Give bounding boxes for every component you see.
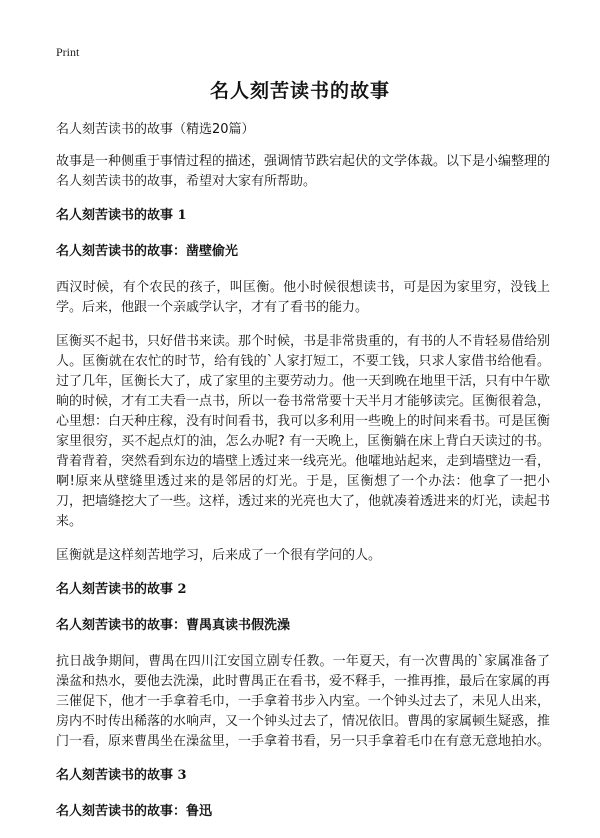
section-paragraph: 西汉时候，有个农民的孩子，叫匡衡。他小时候很想读书，可是因为家里穷，没钱上学。后来，他跟一个亲戚学认字，才有了看书的能力。 (56, 280, 550, 315)
section-subheading: 名人刻苦读书的故事：鲁迅 (56, 804, 213, 819)
section-subheading: 名人刻苦读书的故事：曹禺真读书假洗澡 (56, 618, 291, 633)
document-title: 名人刻苦读书的故事 (209, 80, 390, 102)
section-heading: 名人刻苦读书的故事 1 (56, 208, 187, 223)
section-heading: 名人刻苦读书的故事 3 (56, 768, 187, 783)
section-paragraph: 匡衡就是这样刻苦地学习，后来成了一个很有学问的人。 (56, 548, 382, 563)
section-paragraph: 匡衡买不起书，只好借书来读。那个时候，书是非常贵重的，有书的人不肯轻易借给别人。匡衡就在农忙的时节，给有钱的`人家打短工，不要工钱，只求人家借书给他看。 过了几年，匡衡长大了，成了家里的主要劳动力。他一天到晚在地里干活，只有中午歇晌的时候，才有工夫看一点书，所以一卷书常常要十天半月才能够读完。匡衡很着急，心里想：白天种庄稼，没有时间看书，我可以多利用一些晚上的时间来看书。可是匡衡家里很穷，买不起点灯的油，怎么办呢? 有一天晚上，匡衡躺在床上背白天读过的书。背着背着，突然看到东边的墙壁上透过来一线亮光。他嚯地站起来，走到墙壁边一看，啊!原来从壁缝里透过来的是邻居的灯光。于是，匡衡想了一个办法：他拿了一把小刀，把墙缝挖大了一些。这样，透过来的光亮也大了，他就凑着透进来的灯光，读起书来。 (56, 334, 551, 529)
print-label: Print (56, 45, 80, 59)
section-heading: 名人刻苦读书的故事 2 (56, 582, 187, 597)
document-subtitle: 名人刻苦读书的故事（精选20篇） (56, 122, 255, 137)
document-body (56, 120, 550, 838)
section-subheading: 名人刻苦读书的故事：凿壁偷光 (56, 244, 239, 259)
section-paragraph: 抗日战争期间，曹禺在四川江安国立剧专任教。一年夏天，有一次曹禺的`家属准备了澡盆和热水，要他去洗澡，此时曹禺正在看书，爱不释手，一推再推，最后在家属的再三催促下，他才一手拿着毛巾，一手拿着书步入内室。一个钟头过去了，未见人出来，房内不时传出稀落的水响声，又一个钟头过去了，情况依旧。曹禺的家属顿生疑惑，推门一看，原来曹禺坐在澡盆里，一手拿着书看，另一只手拿着毛巾在有意无意地拍水。 (56, 654, 551, 749)
intro-paragraph: 故事是一种侧重于事情过程的描述，强调情节跌宕起伏的文学体裁。以下是小编整理的名人刻苦读书的故事，希望对大家有所帮助。 (56, 154, 551, 189)
